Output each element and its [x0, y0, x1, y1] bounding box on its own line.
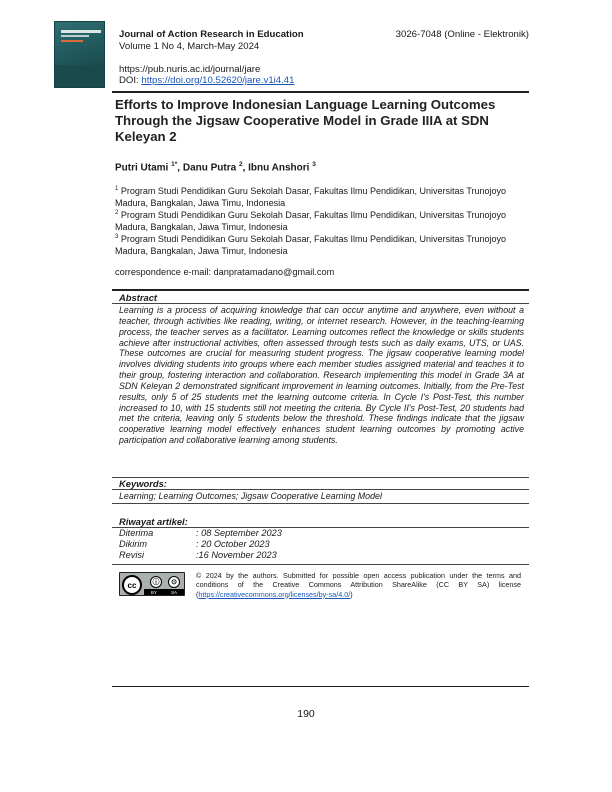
- badge-label-strip: [144, 589, 184, 595]
- cc-by-sa-badge: [119, 572, 185, 596]
- affil-text: Program Studi Pendidikan Guru Sekolah Dasar, Fakultas Ilmu Pendidikan, Universitas Trunojoyo Madura, Bangkalan, Jawa Timur, Indonesia: [115, 210, 507, 233]
- header-divider: [112, 91, 529, 93]
- journal-url: https://pub.nuris.ac.id/journal/jare: [119, 64, 261, 75]
- journal-volume: Volume 1 No 4, March-May 2024: [119, 41, 260, 52]
- author-affil-mark: 2: [238, 161, 243, 168]
- affil-mark: 2: [115, 210, 119, 216]
- affiliation-1: [115, 183, 529, 209]
- license-statement: © 2024 by the authors. Submitted for possible open access publication under the terms and conditions of the Creative Commons Attribution ShareAlike (CC BY SA) license (: [196, 571, 521, 599]
- journal-doi: [119, 75, 294, 86]
- abstract-heading-rule: [112, 303, 529, 304]
- author-affil-mark: 1*: [171, 161, 178, 168]
- affiliation-2: [115, 207, 529, 233]
- sa-label: SA: [170, 589, 177, 595]
- journal-name: Journal of Action Research in Education: [119, 29, 304, 40]
- page-number: 190: [297, 708, 315, 720]
- cover-bottom-block: [55, 65, 104, 87]
- affil-mark: 1: [115, 186, 119, 192]
- cover-title-bar: [61, 30, 101, 33]
- journal-cover-thumbnail: [54, 21, 105, 88]
- correspondence-email: correspondence e-mail: danpratamadano@gmail.com: [115, 267, 335, 277]
- author-affil-mark: 3: [312, 161, 316, 168]
- history-heading: Riwayat artikel:: [119, 516, 188, 527]
- history-bottom-rule: [112, 564, 529, 565]
- affil-text: Program Studi Pendidikan Guru Sekolah Dasar, Fakultas Ilmu Pendidikan, Universitas Trunojoyo Madura, Bangkalan, Jawa Timu, Indonesia: [115, 186, 507, 209]
- doi-link[interactable]: https://doi.org/10.52620/jare.v1i4.41: [141, 75, 295, 86]
- history-value: : 08 September 2023: [196, 528, 282, 538]
- history-value: : 20 October 2023: [196, 539, 270, 549]
- author-name: Putri Utami: [115, 162, 169, 174]
- keywords-text: Learning; Learning Outcomes; Jigsaw Cooperative Learning Model: [119, 491, 382, 501]
- history-label: Revisi: [119, 550, 145, 560]
- keywords-heading: Keywords:: [119, 478, 167, 489]
- keywords-heading-rule: [112, 489, 529, 490]
- history-label: Dikirim: [119, 539, 148, 549]
- affil-text: Program Studi Pendidikan Guru Sekolah Dasar, Fakultas Ilmu Pendidikan, Universitas Trunojoyo Madura, Bangkalan, Jawa Timur, Indonesia: [115, 234, 507, 257]
- footer-divider: [112, 686, 529, 687]
- attribution-icon: ⓘ: [150, 576, 162, 588]
- history-label: Diterima: [119, 528, 154, 538]
- abstract-heading: Abstract: [119, 292, 158, 303]
- cover-accent-bar: [61, 40, 83, 42]
- author-name: Ibnu Anshori: [248, 162, 310, 174]
- by-label: BY: [150, 589, 157, 595]
- license-link[interactable]: https://creativecommons.org/licenses/by-sa/4.0/: [198, 589, 351, 599]
- affil-mark: 3: [115, 234, 119, 240]
- keywords-top-rule: [112, 477, 529, 478]
- cc-icon: cc: [122, 575, 142, 595]
- license-statement-end: ): [350, 589, 353, 599]
- cover-subtitle-bar: [61, 35, 89, 37]
- keywords-bottom-rule: [112, 503, 529, 504]
- author-list: Putri Utami $^{1*}$, Danu Putra $^2$, Ibnu Anshori $^3$: [115, 161, 316, 174]
- journal-issn: 3026-7048 (Online - Elektronik): [395, 29, 529, 40]
- sharealike-icon: ⊙: [168, 576, 180, 588]
- author-name: Danu Putra: [182, 162, 237, 174]
- license-text: [196, 571, 521, 599]
- abstract-text: Learning is a process of acquiring knowledge that can occur anytime and anywhere, even without a teacher, through activities like reading, writing, or internet research. However, in the teaching-learning process, the teacher serves as a facilitator. Learning outcomes reflect the knowledge or skills students achieve after instructional activities, often assessed through tests such as daily exams, UTS, or UAS. These outcomes are crucial for measuring student progress. The jigsaw cooperative learning model involves dividing students into groups where each member studies assigned material and teaches it to their group, fostering interaction and collaboration. Research implementing this model in Grade 3A at SDN Keleyan 2 demonstrated significant improvement in learning outcomes. Initially, from the Pre-Test results, only 5 of 25 students met the learning outcome criteria. In Cycle I's Post-Test, this number increased to 10, with 15 students still not meeting the criteria. By Cycle II's Post-Test, 20 students had met the criteria, leaving only 5 students below the threshold. These findings indicate that the jigsaw cooperative learning model effectively enhances student learning outcomes by promoting active participation and collaborative learning among students.: [119, 305, 524, 446]
- doi-label: DOI:: [119, 75, 142, 86]
- abstract-top-rule: [112, 289, 529, 291]
- article-title: Efforts to Improve Indonesian Language Learning Outcomes Through the Jigsaw Cooperative Model in Grade IIIA at SDN Keleyan 2: [115, 97, 496, 145]
- history-heading-rule: [112, 527, 529, 528]
- history-value: :16 November 2023: [196, 550, 277, 560]
- affiliation-3: [115, 231, 529, 257]
